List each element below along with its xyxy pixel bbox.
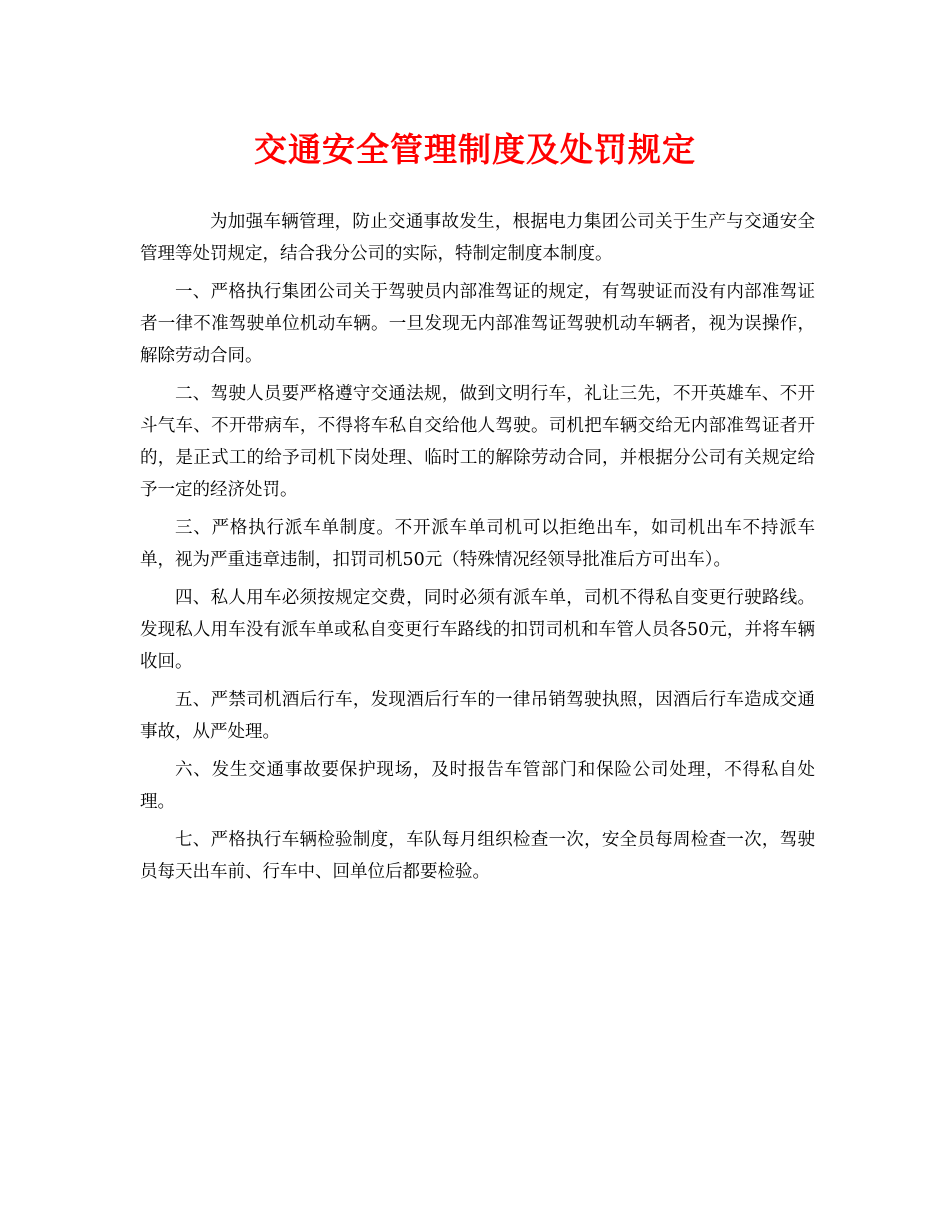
paragraph-rule-5: 五、严禁司机酒后行车，发现酒后行车的一律吊销驾驶执照，因酒后行车造成交通事故，从严处理。: [140, 690, 815, 742]
paragraph-rule-7: 七、严格执行车辆检验制度，车队每月组织检查一次，安全员每周检查一次，驾驶员每天出车前、行车中、回单位后都要检验。: [140, 830, 815, 882]
document-body: [140, 206, 815, 894]
paragraph-rule-2: 二、驾驶人员要严格遵守交通法规，做到文明行车，礼让三先，不开英雄车、不开斗气车、不开带病车，不得将车私自交给他人驾驶。司机把车辆交给无内部准驾证者开的，是正式工的给予司机下岗处理、临时工的解除劳动合同，并根据分公司有关规定给予一定的经济处罚。: [140, 384, 815, 500]
document-title: 交通安全管理制度及处罚规定: [254, 130, 696, 169]
paragraph-rule-3: 三、严格执行派车单制度。不开派车单司机可以拒绝出车，如司机出车不持派车单，视为严重违章违制，扣罚司机50元（特殊情况经领导批准后方可出车）。: [140, 518, 815, 570]
paragraph-intro: 为加强车辆管理，防止交通事故发生，根据电力集团公司关于生产与交通安全管理等处罚规定，结合我分公司的实际，特制定制度本制度。: [140, 212, 815, 264]
paragraph-rule-1: 一、严格执行集团公司关于驾驶员内部准驾证的规定，有驾驶证而没有内部准驾证者一律不准驾驶单位机动车辆。一旦发现无内部准驾证驾驶机动车辆者，视为误操作，解除劳动合同。: [140, 282, 815, 366]
paragraph-rule-6: 六、发生交通事故要保护现场，及时报告车管部门和保险公司处理，不得私自处理。: [140, 760, 815, 812]
paragraph-rule-4: 四、私人用车必须按规定交费，同时必须有派车单，司机不得私自变更行驶路线。发现私人用车没有派车单或私自变更行车路线的扣罚司机和车管人员各50元，并将车辆收回。: [140, 588, 815, 672]
